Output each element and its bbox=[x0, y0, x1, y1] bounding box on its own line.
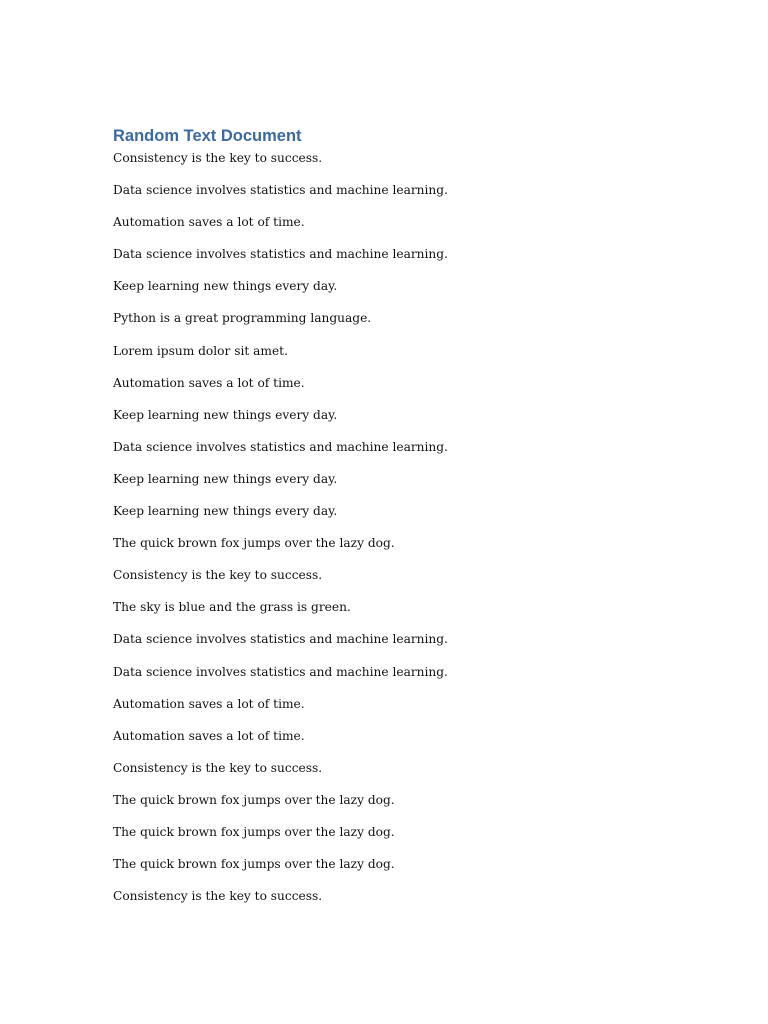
document-title: Random Text Document bbox=[113, 127, 302, 145]
paragraph: Consistency is the key to success. bbox=[113, 889, 323, 904]
paragraph: The sky is blue and the grass is green. bbox=[113, 600, 351, 615]
paragraph: The quick brown fox jumps over the lazy dog. bbox=[113, 792, 395, 807]
paragraph: Automation saves a lot of time. bbox=[113, 728, 305, 743]
paragraph-list bbox=[113, 147, 673, 917]
paragraph: Data science involves statistics and machine learning. bbox=[113, 632, 448, 647]
paragraph: The quick brown fox jumps over the lazy dog. bbox=[113, 536, 395, 551]
paragraph: Keep learning new things every day. bbox=[113, 504, 338, 519]
paragraph: Consistency is the key to success. bbox=[113, 151, 323, 165]
paragraph: Data science involves statistics and machine learning. bbox=[113, 247, 448, 262]
paragraph: Lorem ipsum dolor sit amet. bbox=[113, 343, 288, 358]
document-body bbox=[113, 125, 673, 917]
paragraph: Python is a great programming language. bbox=[113, 311, 372, 326]
paragraph: Data science involves statistics and machine learning. bbox=[113, 183, 448, 198]
paragraph: Automation saves a lot of time. bbox=[113, 215, 305, 230]
paragraph: Keep learning new things every day. bbox=[113, 407, 338, 422]
paragraph: Keep learning new things every day. bbox=[113, 279, 338, 294]
paragraph: The quick brown fox jumps over the lazy dog. bbox=[113, 824, 395, 839]
paragraph: The quick brown fox jumps over the lazy dog. bbox=[113, 857, 395, 872]
paragraph: Consistency is the key to success. bbox=[113, 760, 323, 775]
paragraph: Data science involves statistics and machine learning. bbox=[113, 664, 448, 679]
paragraph: Data science involves statistics and machine learning. bbox=[113, 439, 448, 454]
paragraph: Consistency is the key to success. bbox=[113, 568, 323, 583]
paragraph: Automation saves a lot of time. bbox=[113, 696, 305, 711]
paragraph: Keep learning new things every day. bbox=[113, 471, 338, 486]
paragraph: Automation saves a lot of time. bbox=[113, 375, 305, 390]
